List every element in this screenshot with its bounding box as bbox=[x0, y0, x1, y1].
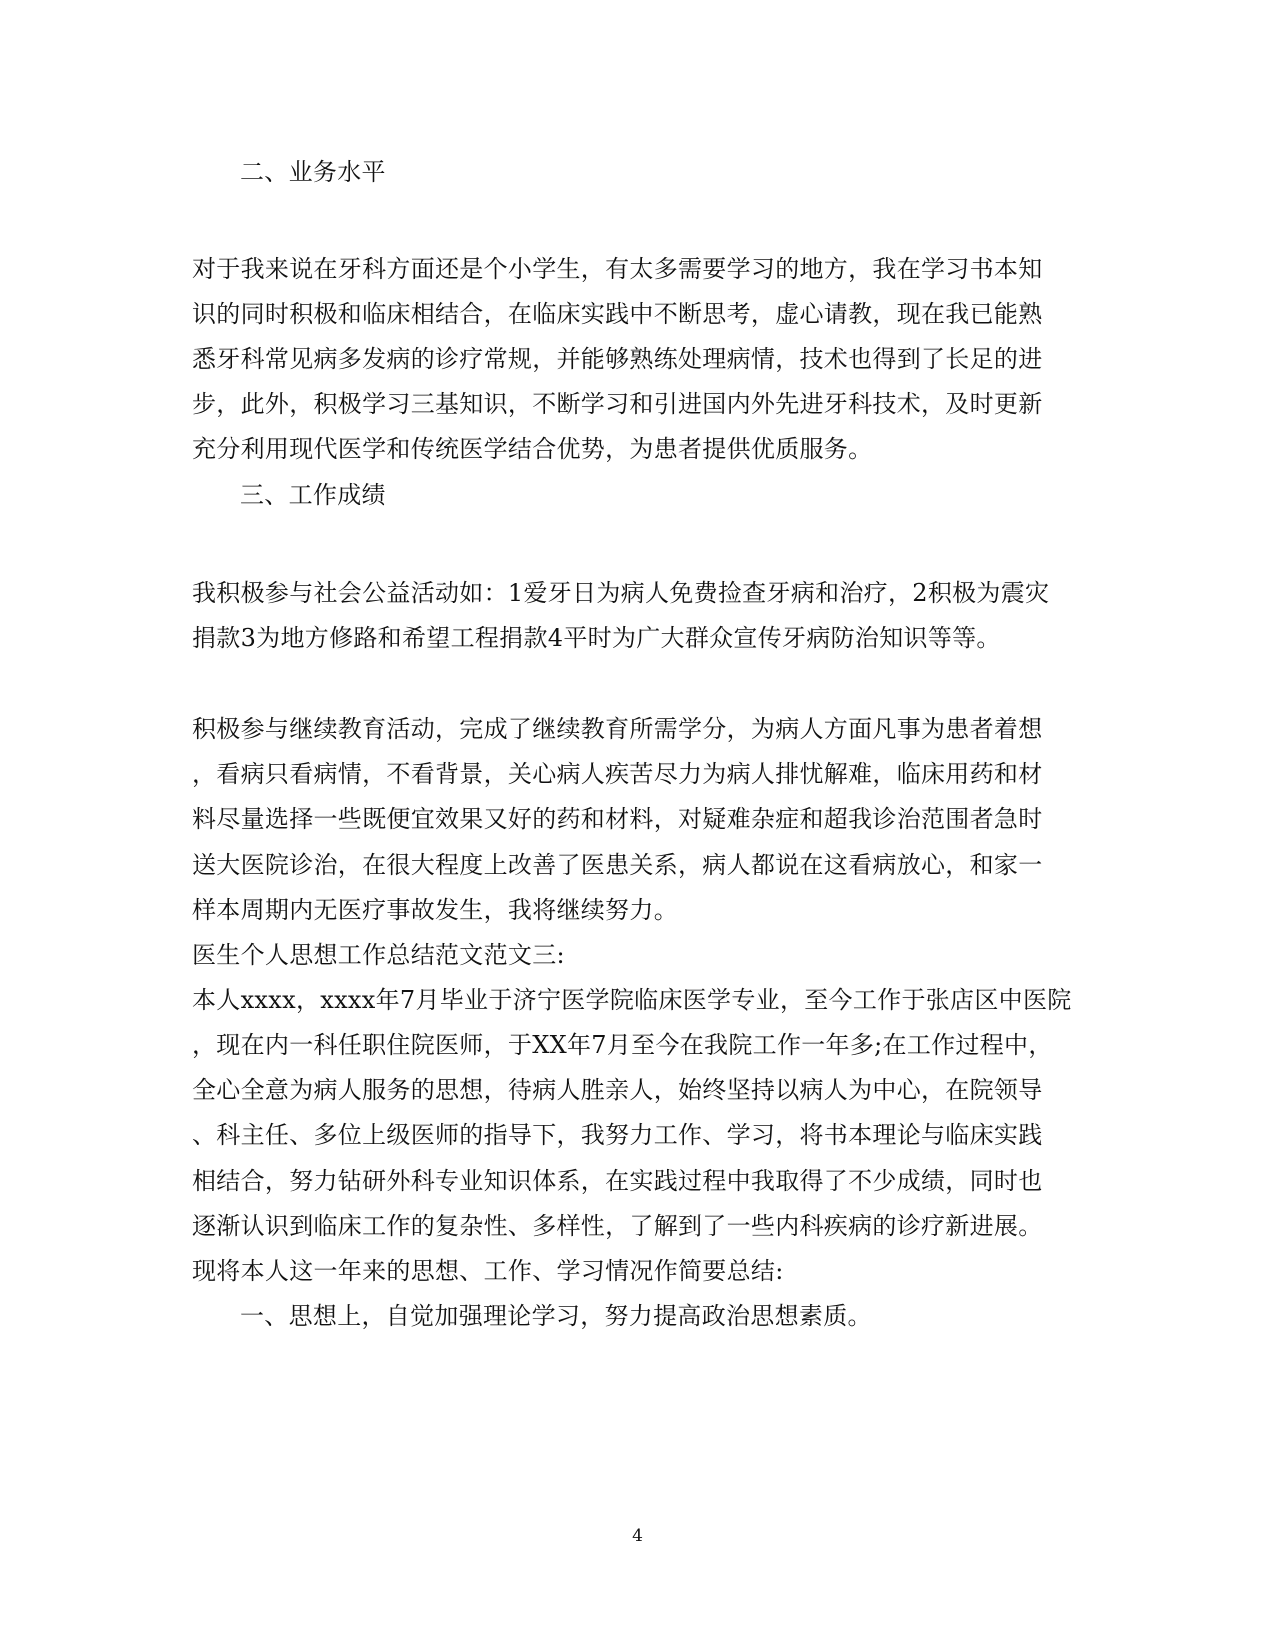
paragraph-line: 捐款3为地方修路和希望工程捐款4平时为广大群众宣传牙病防治知识等等。 bbox=[192, 624, 1001, 652]
paragraph-line: 、科主任、多位上级医师的指导下，我努力工作、学习，将书本理论与临床实践 bbox=[192, 1121, 1043, 1149]
paragraph-line: ，看病只看病情，不看背景，关心病人疾苦尽力为病人排忧解难，临床用药和材 bbox=[192, 760, 1043, 788]
paragraph-line: 步，此外，积极学习三基知识，不断学习和引进国内外先进牙科技术，及时更新 bbox=[192, 390, 1043, 418]
paragraph-line: 识的同时积极和临床相结合，在临床实践中不断思考，虚心请教，现在我已能熟 bbox=[192, 300, 1043, 328]
article-title: 医生个人思想工作总结范文范文三: bbox=[192, 941, 565, 969]
paragraph-line: ，现在内一科任职住院医师，于XX年7月至今在我院工作一年多;在工作过程中， bbox=[192, 1031, 1053, 1059]
page-number: 4 bbox=[632, 1526, 643, 1546]
section-heading: 一、思想上，自觉加强理论学习，努力提高政治思想素质。 bbox=[240, 1302, 872, 1330]
paragraph-line: 全心全意为病人服务的思想，待病人胜亲人，始终坚持以病人为中心，在院领导 bbox=[192, 1076, 1043, 1104]
paragraph-line: 逐渐认识到临床工作的复杂性、多样性，了解到了一些内科疾病的诊疗新进展。 bbox=[192, 1212, 1043, 1240]
paragraph-line: 现将本人这一年来的思想、工作、学习情况作简要总结: bbox=[192, 1257, 784, 1285]
paragraph-line: 对于我来说在牙科方面还是个小学生，有太多需要学习的地方，我在学习书本知 bbox=[192, 255, 1043, 283]
paragraph-line: 悉牙科常见病多发病的诊疗常规，并能够熟练处理病情，技术也得到了长足的进 bbox=[192, 345, 1043, 373]
paragraph-line: 充分利用现代医学和传统医学结合优势，为患者提供优质服务。 bbox=[192, 435, 873, 463]
paragraph-line: 料尽量选择一些既便宜效果又好的药和材料，对疑难杂症和超我诊治范围者急时 bbox=[192, 805, 1043, 833]
section-heading: 三、工作成绩 bbox=[240, 481, 386, 509]
section-heading: 二、业务水平 bbox=[240, 158, 386, 186]
paragraph-line: 本人xxxx，xxxx年7月毕业于济宁医学院临床医学专业，至今工作于张店区中医院 bbox=[192, 986, 1072, 1014]
paragraph-line: 相结合，努力钻研外科专业知识体系，在实践过程中我取得了不少成绩，同时也 bbox=[192, 1167, 1043, 1195]
paragraph-line: 样本周期内无医疗事故发生，我将继续努力。 bbox=[192, 896, 678, 924]
paragraph-line: 积极参与继续教育活动，完成了继续教育所需学分，为病人方面凡事为患者着想 bbox=[192, 715, 1043, 743]
paragraph-line: 送大医院诊治，在很大程度上改善了医患关系，病人都说在这看病放心，和家一 bbox=[192, 851, 1043, 879]
paragraph-line: 我积极参与社会公益活动如：1爱牙日为病人免费捡查牙病和治疗，2积极为震灾 bbox=[192, 579, 1050, 607]
